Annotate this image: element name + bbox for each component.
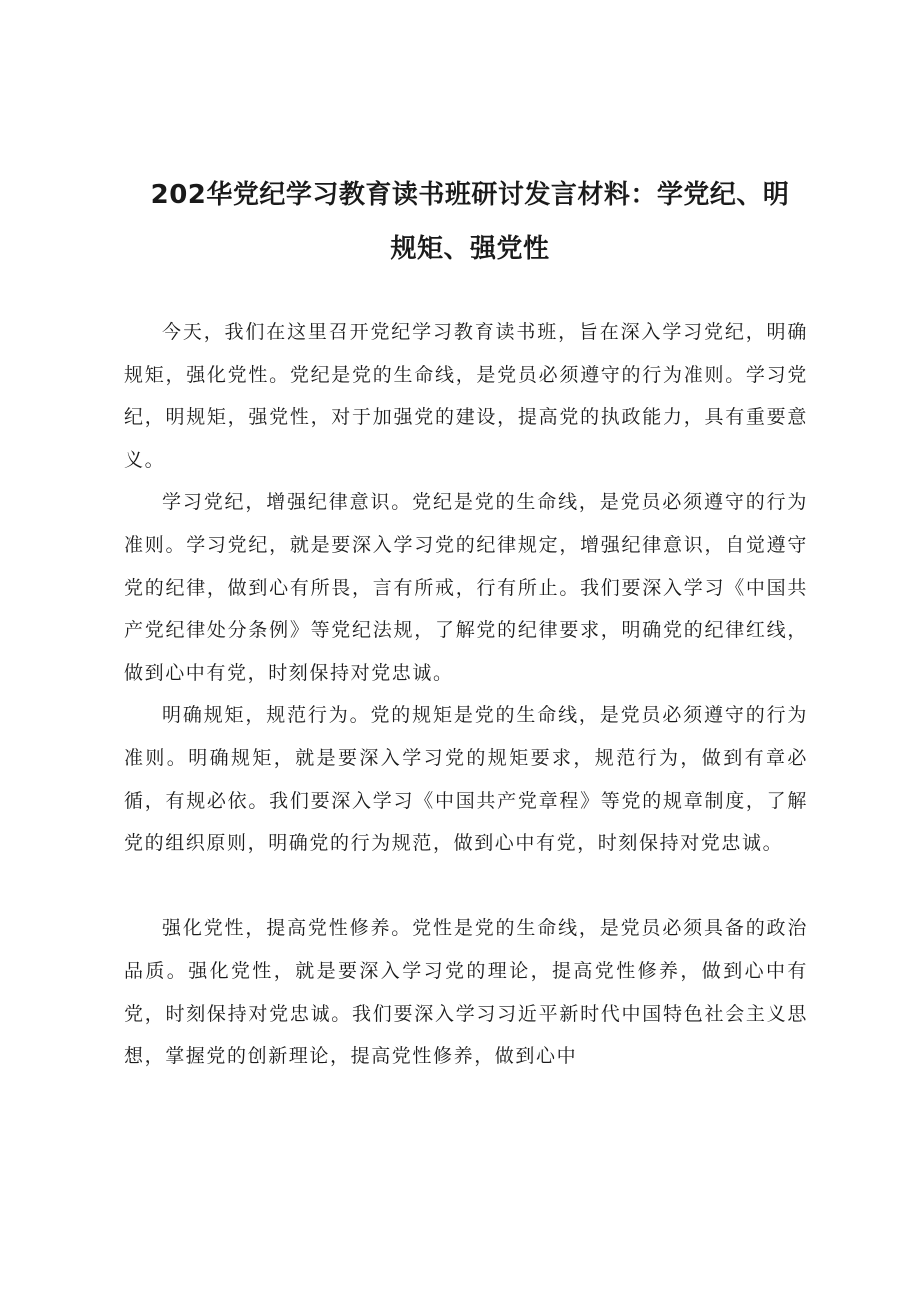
- paragraph-strengthen-party-spirit: 强化党性，提高党性修养。党性是党的生命线，是党员必须具备的政治品质。强化党性，就是要深入学习党的理论，提高党性修养，做到心中有党，时刻保持对党忠诚。我们要深入学习习近平新时代中国特色社会主义思想，掌握党的创新理论，提高党性修养，做到心中: [124, 917, 808, 1068]
- document-body: [124, 311, 808, 1078]
- paragraph-spacer: [124, 865, 808, 908]
- paragraph-clarify-rules: 明确规矩，规范行为。党的规矩是党的生命线，是党员必须遵守的行为准则。明确规矩，就是要深入学习党的规矩要求，规范行为，做到有章必循，有规必依。我们要深入学习《中国共产党章程》等党的规章制度，了解党的组织原则，明确党的行为规范，做到心中有党，时刻保持对党忠诚。: [124, 704, 808, 855]
- document-title: 202华党纪学习教育读书班研讨发言材料：学党纪、明规矩、强党性: [150, 180, 790, 264]
- paragraph-study-discipline: 学习党纪，增强纪律意识。党纪是党的生命线，是党员必须遵守的行为准则。学习党纪，就是要深入学习党的纪律规定，增强纪律意识，自觉遵守党的纪律，做到心有所畏，言有所戒，行有所止。我们要深入学习《中国共产党纪律处分条例》等党纪法规，了解党的纪律要求，明确党的纪律红线，做到心中有党，时刻保持对党忠诚。: [124, 491, 808, 684]
- paragraph-intro: 今天，我们在这里召开党纪学习教育读书班，旨在深入学习党纪，明确规矩，强化党性。党纪是党的生命线，是党员必须遵守的行为准则。学习党纪，明规矩，强党性，对于加强党的建设，提高党的执政能力，具有重要意义。: [124, 321, 808, 471]
